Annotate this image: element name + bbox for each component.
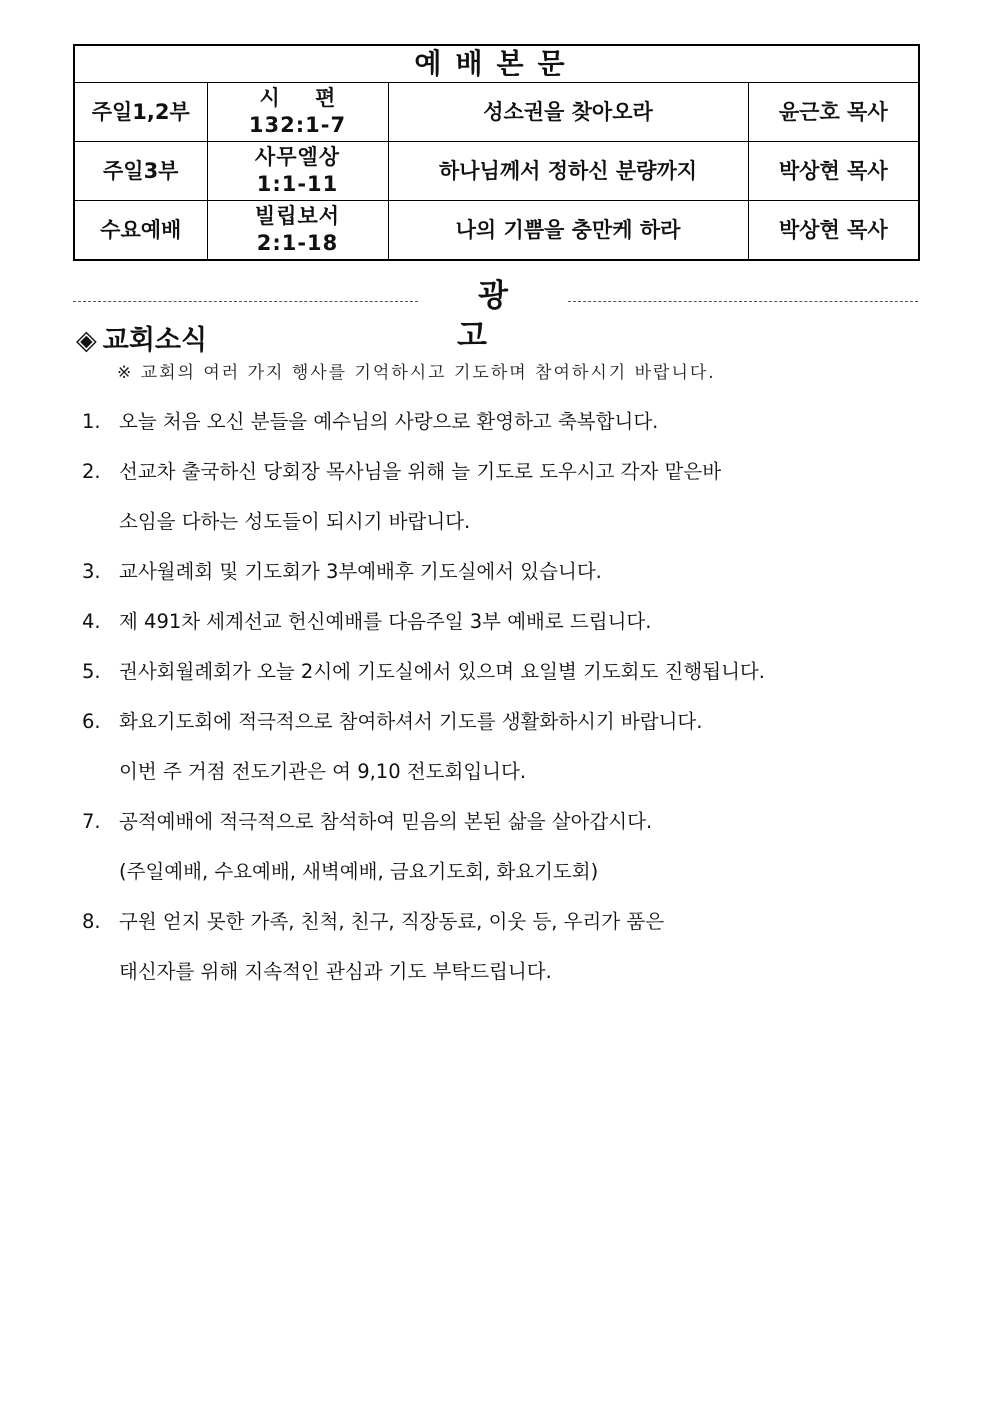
dashed-rule <box>568 301 918 302</box>
preacher-name: 박상현 목사 <box>748 142 919 201</box>
dashed-rule <box>73 301 418 302</box>
section-title: 교회소식 <box>102 325 208 356</box>
item-number: 3. <box>82 560 101 583</box>
scripture-verse: 1:1-11 <box>256 172 339 196</box>
item-number: 6. <box>82 710 101 733</box>
announcement-list <box>82 397 922 997</box>
preacher-name: 박상현 목사 <box>748 201 919 261</box>
list-item <box>82 447 922 497</box>
table-header-row <box>74 45 919 83</box>
list-item <box>82 647 922 697</box>
item-number: 7. <box>82 810 101 833</box>
scripture-book: 시 편 <box>259 86 350 110</box>
table-row <box>74 201 919 261</box>
sermon-title: 성소권을 찾아오라 <box>388 83 748 142</box>
item-number: 4. <box>82 610 101 633</box>
item-text: 제 491차 세계선교 헌신예배를 다음주일 3부 예배로 드립니다. <box>119 610 652 633</box>
diamond-bullet-icon: ◈ <box>76 325 97 356</box>
announcements-title: 광고 <box>457 278 550 354</box>
service-name: 주일1,2부 <box>74 83 207 142</box>
item-number: 2. <box>82 460 101 483</box>
scripture-book: 사무엘상 <box>254 145 341 169</box>
table-row <box>74 142 919 201</box>
sermon-title: 나의 기쁨을 충만케 하라 <box>388 201 748 261</box>
service-name: 주일3부 <box>74 142 207 201</box>
item-text: 선교차 출국하신 당회장 목사님을 위해 늘 기도로 도우시고 각자 맡은바 <box>119 460 722 483</box>
scripture-book: 빌립보서 <box>254 204 341 228</box>
scripture-ref <box>207 83 388 142</box>
scripture-verse: 2:1-18 <box>256 231 339 255</box>
scripture-ref <box>207 142 388 201</box>
item-text-continued: 소임을 다하는 성도들이 되시기 바랍니다. <box>119 510 471 533</box>
worship-title: 예배본문 <box>74 45 919 83</box>
item-text: 화요기도회에 적극적으로 참여하셔서 기도를 생활화하시기 바랍니다. <box>119 710 703 733</box>
sermon-title: 하나님께서 정하신 분량까지 <box>388 142 748 201</box>
list-item <box>82 597 922 647</box>
item-text-continued: 태신자를 위해 지속적인 관심과 기도 부탁드립니다. <box>119 960 552 983</box>
item-text-continued: (주일예배, 수요예배, 새벽예배, 금요기도회, 화요기도회) <box>119 860 599 883</box>
item-number: 8. <box>82 910 101 933</box>
item-text-continued: 이번 주 거점 전도기관은 여 9,10 전도회입니다. <box>119 760 527 783</box>
item-text: 권사회월례회가 오늘 2시에 기도실에서 있으며 요일별 기도회도 진행됩니다. <box>119 660 765 683</box>
item-text: 교사월례회 및 기도회가 3부예배후 기도실에서 있습니다. <box>119 560 602 583</box>
item-text: 오늘 처음 오신 분들을 예수님의 사랑으로 환영하고 축복합니다. <box>119 410 659 433</box>
list-item <box>82 697 922 747</box>
list-item <box>82 547 922 597</box>
table-row <box>74 83 919 142</box>
section-note: ※ 교회의 여러 가지 행사를 기억하시고 기도하며 참여하시기 바랍니다. <box>117 363 716 383</box>
service-name: 수요예배 <box>74 201 207 261</box>
list-item <box>82 897 922 947</box>
preacher-name: 윤근호 목사 <box>748 83 919 142</box>
list-item <box>82 797 922 847</box>
scripture-verse: 132:1-7 <box>248 113 347 137</box>
item-number: 5. <box>82 660 101 683</box>
item-number: 1. <box>82 410 101 433</box>
scripture-ref <box>207 201 388 261</box>
item-text: 구원 얻지 못한 가족, 친척, 친구, 직장동료, 이웃 등, 우리가 품은 <box>119 910 665 933</box>
worship-scripture-table <box>73 44 920 261</box>
list-item <box>82 397 922 447</box>
section-heading <box>76 318 207 357</box>
item-text: 공적예배에 적극적으로 참석하여 믿음의 본된 삶을 살아갑시다. <box>119 810 653 833</box>
